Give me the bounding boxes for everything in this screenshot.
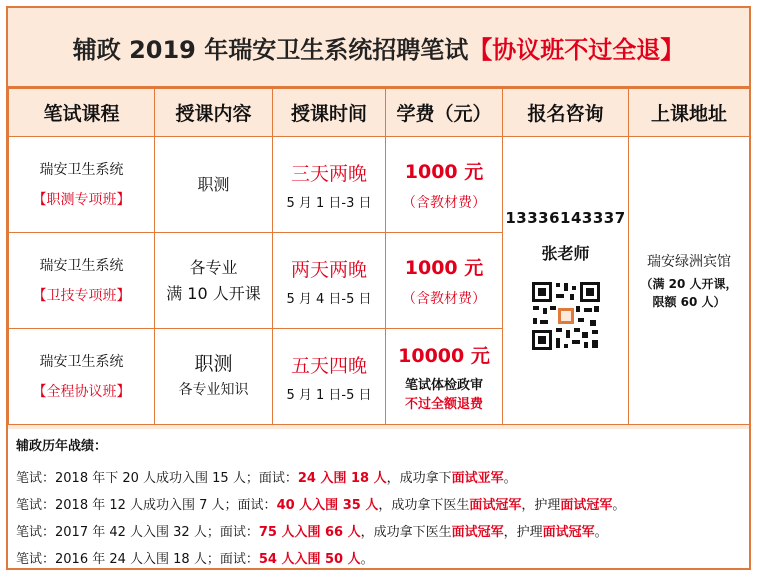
content-cell (155, 329, 273, 425)
contact-teacher: 张老师 (541, 244, 590, 263)
qr-code-icon[interactable] (530, 280, 602, 352)
page-title (8, 8, 749, 88)
header-content: 授课内容 (155, 89, 273, 137)
title-main: 辅政 2019 年瑞安卫生系统招聘笔试 (72, 35, 469, 64)
course-cell (9, 137, 155, 233)
history-text: 。 (612, 498, 626, 513)
history-text: 笔试：2016 年 24 人入围 18 人；面试： (16, 552, 259, 567)
history-text: 。 (503, 471, 517, 486)
course-table (8, 88, 750, 425)
course-name: 瑞安卫生系统 (39, 353, 124, 370)
history-line (16, 465, 741, 492)
content-cell (155, 137, 273, 233)
time-cell (273, 137, 386, 233)
history-text: 。 (594, 525, 608, 540)
title-highlight: 【协议班不过全退】 (468, 35, 685, 64)
recruitment-notice (6, 6, 751, 570)
course-class: 【职测专项班】 (32, 191, 131, 208)
course-cell (9, 329, 155, 425)
history-line (16, 492, 741, 519)
address-note: （满 20 人开课， (640, 276, 738, 291)
fee-cell (386, 329, 503, 425)
history-highlight: 面试冠军 (542, 525, 595, 540)
table-header-row (9, 89, 750, 137)
history-text: 笔试：2017 年 42 人入围 32 人；面试： (16, 525, 259, 540)
content-line: 满 10 人开课 (166, 283, 261, 303)
header-time: 授课时间 (273, 89, 386, 137)
history-heading: 辅政历年战绩： (16, 439, 108, 454)
fee-cell (386, 137, 503, 233)
content-line: 各专业 (189, 257, 238, 277)
history-highlight: 面试冠军 (451, 525, 504, 540)
time-dates: 5 月 1 日-5 日 (286, 387, 372, 403)
contact-phone[interactable]: 13336143337 (505, 209, 626, 227)
history-text: 笔试：2018 年下 20 人成功入围 15 人；面试： (16, 471, 298, 486)
header-fee: 学费（元） (386, 89, 503, 137)
content-line: 职测 (194, 352, 233, 375)
history-highlight: 40 人入围 35 人 (276, 498, 379, 513)
fee-amount: 1000 元 (404, 257, 484, 279)
content-cell (155, 233, 273, 329)
contact-cell (503, 137, 629, 425)
history-line (16, 546, 741, 573)
course-name: 瑞安卫生系统 (39, 161, 124, 178)
fee-cell (386, 233, 503, 329)
history-highlight: 面试亚军 (451, 471, 504, 486)
history-text: ，成功拿下 (386, 471, 452, 486)
history-highlight: 75 人入围 66 人 (258, 525, 361, 540)
course-name: 瑞安卫生系统 (39, 257, 124, 274)
history-highlight: 面试冠军 (469, 498, 522, 513)
course-class: 【全程协议班】 (32, 383, 131, 400)
history-text: ，护理 (503, 525, 543, 540)
header-course: 笔试课程 (9, 89, 155, 137)
header-address: 上课地址 (629, 89, 750, 137)
fee-refund: 不过全额退费 (404, 397, 483, 412)
course-class: 【卫技专项班】 (32, 287, 131, 304)
fee-amount: 1000 元 (404, 161, 484, 183)
time-duration: 五天四晚 (290, 354, 367, 377)
content-line: 职测 (197, 174, 230, 194)
time-duration: 三天两晚 (290, 162, 367, 185)
time-cell (273, 233, 386, 329)
address-venue: 瑞安绿洲宾馆 (647, 253, 731, 270)
history-section (8, 429, 749, 568)
table-row (9, 137, 750, 233)
history-text: ，护理 (521, 498, 561, 513)
fee-note: （含教材费） (402, 291, 486, 307)
fee-amount: 10000 元 (398, 345, 490, 367)
history-text: ，成功拿下医生 (378, 498, 470, 513)
time-dates: 5 月 4 日-5 日 (286, 291, 372, 307)
fee-note: （含教材费） (402, 195, 486, 211)
time-duration: 两天两晚 (290, 258, 367, 281)
course-cell (9, 233, 155, 329)
time-cell (273, 329, 386, 425)
history-text: ，成功拿下医生 (360, 525, 452, 540)
content-line: 各专业知识 (178, 381, 249, 398)
address-cell (629, 137, 750, 425)
history-highlight: 24 入围 18 人 (297, 471, 387, 486)
history-highlight: 54 人入围 50 人 (258, 552, 361, 567)
history-text: 笔试：2018 年 12 人成功入围 7 人；面试： (16, 498, 277, 513)
fee-condition: 笔试体检政审 (404, 378, 483, 393)
address-limit: 限额 60 人） (652, 294, 726, 309)
history-highlight: 面试冠军 (560, 498, 613, 513)
time-dates: 5 月 1 日-3 日 (286, 195, 372, 211)
history-text: 。 (360, 552, 374, 567)
header-contact: 报名咨询 (503, 89, 629, 137)
history-line (16, 519, 741, 546)
